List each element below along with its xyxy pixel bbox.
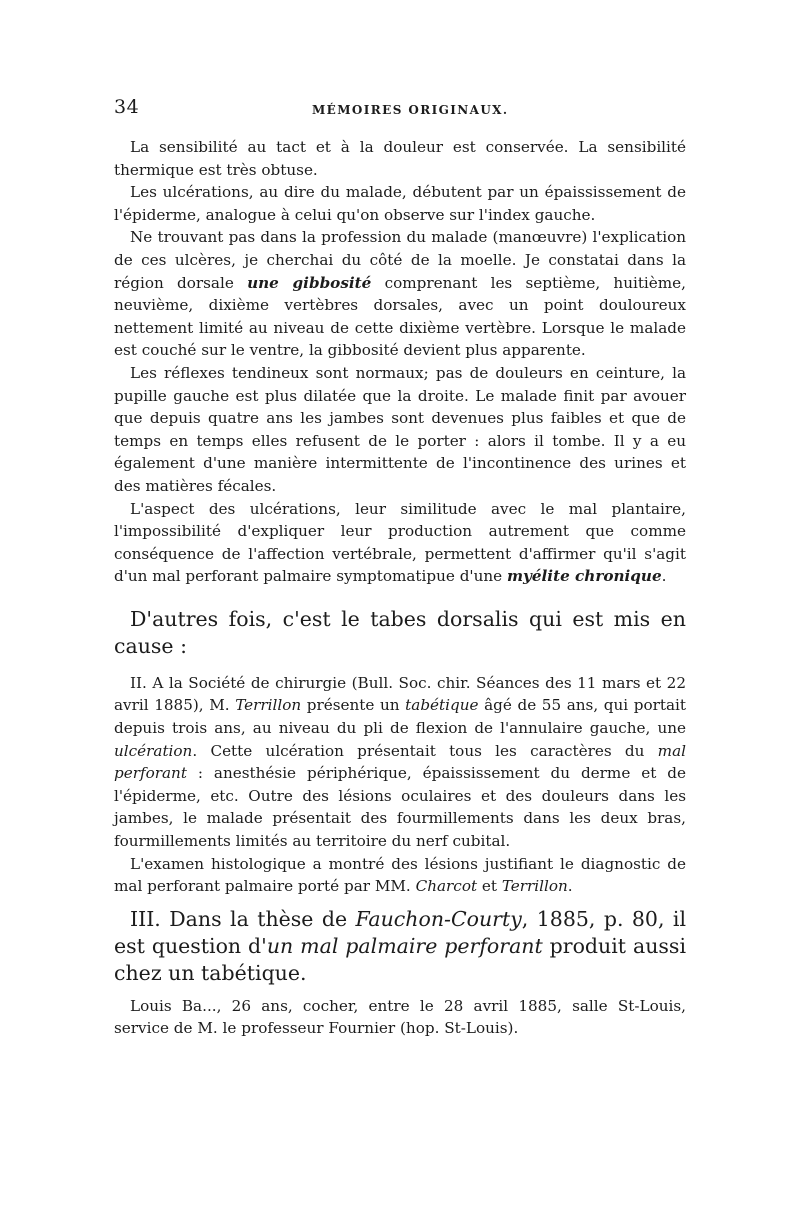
emphasis-ulceration: ulcération: [114, 741, 193, 760]
paragraph-gibbosity: [114, 226, 686, 362]
page: [114, 96, 686, 1040]
text-run: . Cette ulcération présentait tous les caractères du: [192, 741, 658, 760]
text-run: L'examen histologique a montré des lésions justifiant le diagnostic de mal perforant palmaire porté par MM.: [114, 854, 686, 896]
paragraph-ulcerations: Les ulcérations, au dire du malade, débutent par un épaississement de l'épiderme, analogue à celui qu'on observe sur l'index gauche.: [114, 183, 686, 224]
page-number: 34: [114, 96, 140, 118]
emphasis-mal-perforant: mal perforant: [114, 741, 686, 783]
text-run: L'aspect des ulcérations, leur similitude avec le mal plantaire, l'impossibilité d'expliquer leur production autrement que comme conséquence de l'affection vertébrale, permettent d'affirmer qu'il s'agit d'un mal perforant palmaire symptomatipue d'une: [114, 499, 686, 586]
text-run: III. Dans la thèse de: [130, 906, 356, 931]
text-run: âgé de 55 ans, qui portait depuis trois ans, au niveau du pli de flexion de l'annulaire gauche, une: [114, 696, 686, 738]
paragraph-case-three: [114, 906, 686, 987]
author-fauchon-courty: Fauchon-Courty: [355, 906, 522, 931]
paragraph-tabes-heading: D'autres fois, c'est le tabes dorsalis qui est mis en cause :: [114, 606, 686, 658]
text-run: Ne trouvant pas dans la profession du malade (manœuvre) l'explication de ces ulcères, je cherchai du côté de la moelle. Je constatai dans la région dorsale: [114, 228, 686, 292]
running-title: MÉMOIRES ORIGINAUX.: [312, 103, 509, 117]
author-terrillon: Terrillon: [235, 696, 302, 715]
author-terrillon-2: Terrillon: [501, 877, 568, 896]
paragraph-conclusion: [114, 498, 686, 588]
text-run: comprenant les septième, huitième, neuvième, dixième vertèbres dorsales, avec un point douloureux nettement limité au niveau de cette dixième vertèbre. Lorsque le malade est couché sur le ventre, la gibbosité devient plus apparente.: [114, 273, 686, 360]
text-run: .: [661, 567, 667, 586]
paragraph-histology: [114, 853, 686, 898]
emphasis-mal-palmaire: un mal palmaire perforant: [266, 933, 543, 958]
text-run: : anesthésie périphérique, épaississement du derme et de l'épiderme, etc. Outre des lésions oculaires et des douleurs dans les jambes, le malade présentait des fourmillements dans les deux bras, fourmillements limités au territoire du nerf cubital.: [114, 764, 686, 851]
paragraph-reflexes: Les réflexes tendineux sont normaux; pas de douleurs en ceinture, la pupille gauche est plus dilatée que la droite. Le malade finit par avouer que depuis quatre ans les jambes sont devenues plus faibles et que de temps en temps elles refusent de le porter : alors il tombe. Il y a eu également d'une manière intermittente de l'incontinence des urines et des matières fécales.: [114, 363, 686, 495]
text-run: et: [477, 877, 502, 896]
paragraph-patient: Louis Ba..., 26 ans, cocher, entre le 28 avril 1885, salle St-Louis, service de M. le professeur Fournier (hop. St-Louis).: [114, 996, 686, 1038]
emphasis-myelite: myélite chronique: [506, 567, 662, 586]
text-run: produit aussi chez un tabétique.: [114, 933, 686, 985]
paragraph-sensibility: La sensibilité au tact et à la douleur est conservée. La sensibilité thermique est très obtuse.: [114, 138, 686, 179]
page-header: [114, 96, 686, 124]
author-charcot: Charcot: [415, 877, 478, 896]
paragraph-case-two: [114, 672, 686, 853]
emphasis-gibbosity: une gibbosité: [247, 273, 372, 292]
text-run: présente un: [301, 696, 406, 715]
text-run: .: [567, 877, 573, 896]
emphasis-tabetique: tabétique: [405, 696, 479, 715]
text-run: II. A la Société de chirurgie (Bull. Soc. chir. Séances des 11 mars et 22 avril 1885), M.: [114, 673, 686, 715]
text-run: , 1885, p. 80, il est question d': [114, 906, 687, 958]
